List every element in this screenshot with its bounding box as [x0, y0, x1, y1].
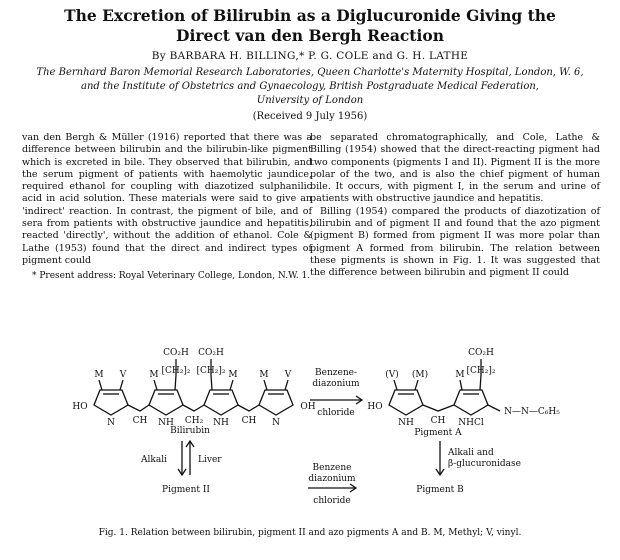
pigment-ii-label: Pigment II [162, 485, 210, 495]
oh-label: OH [300, 402, 316, 412]
right-paragraph-2: Billing (1954) compared the products of diazotization of bilirubin and of pigment II and found that the azo pigment (pigment B) formed from pigment II was more polar than pigment A formed from bilirubin. The relation between these pigments is shown in Fig. 1. It was suggested that the difference between bilirubin and pigment II could [310, 205, 600, 279]
methyl-paren-label: (M) [411, 370, 429, 380]
affiliation-line-3: University of London [256, 95, 364, 106]
ring1-vinyl: V [119, 370, 127, 380]
azo-label: N—N—C₆H₅ [504, 407, 560, 417]
paper-title [0, 6, 620, 46]
pigment-a-label: Pigment A [414, 428, 462, 438]
benzene-label: Benzene [312, 463, 352, 473]
bridge2-ch2: CH₂ [184, 416, 204, 426]
ring2-methyl: M [149, 370, 159, 380]
right-paragraph-1: be separated chromatographically, and Cole, Lathe & Billing (1954) showed that the direct-reacting pigment had two components (pigments I and II). Pigment II is the more polar of the two, and is also the chief pigment of human bile. It occurs, with pigment I, in the serum and urine of patients with obstructive jaundice and hepatitis. [310, 132, 600, 205]
pigment-b-label: Pigment B [416, 485, 464, 495]
co2h-label-2: CO₂H [198, 348, 224, 358]
bridge-a-ch: CH [430, 416, 446, 426]
ring-a2-nhcl: NHCl [458, 418, 484, 428]
chloride-label-1: chloride [317, 408, 355, 418]
title-line-1: The Excretion of Bilirubin as a Diglucuronide Giving the [64, 6, 556, 25]
ch2-chain-label-2: [CH₂]₂ [196, 366, 226, 376]
ring4-vinyl: V [284, 370, 292, 380]
ho-label-a: HO [367, 402, 383, 412]
ring2-nh: NH [158, 418, 174, 428]
ring1-methyl: M [94, 370, 104, 380]
left-column [22, 132, 312, 283]
chloride-label-2: chloride [313, 496, 351, 506]
bridge3-ch: CH [241, 416, 257, 426]
ch2-chain-label-1: [CH₂]₂ [161, 366, 191, 376]
liver-label: Liver [198, 455, 222, 465]
alkali-and-label: Alkali and [448, 448, 494, 458]
beta-glucuronidase-label: β-glucuronidase [448, 459, 521, 469]
authors: By BARBARA H. BILLING,* P. G. COLE and G. H. LATHE [151, 50, 469, 62]
left-paragraph-1: van den Bergh & Müller (1916) reported that there was a difference between bilirubin and the bilirubin-like pigment which is excreted in bile. They observed that bilirubin, and the serum pigment of patients with haemolytic jaundice, required ethanol for coupling with diazotized sulphanilic acid in acid solution. These materials were said to give an 'indirect' reaction. In contrast, the pigment of bile, and of sera from patients with obstructive jaundice and hepatitis, reacted 'directly', without the addition of ethanol. Cole & Lathe (1953) found that the direct and indirect types of pigment could [22, 132, 312, 266]
figure-caption: Fig. 1. Relation between bilirubin, pigment II and azo pigments A and B. M, Methyl; V, vinyl. [98, 528, 522, 538]
ring1-n: N [107, 418, 115, 428]
bridge1-ch: CH [132, 416, 148, 426]
diazonium-label: diazonium [308, 474, 356, 484]
right-column [310, 132, 600, 280]
co2h-label-3: CO₂H [468, 348, 494, 358]
figure-1-scheme [0, 345, 620, 525]
ch2-chain-label-3: [CH₂]₂ [466, 366, 496, 376]
ring3-methyl: M [228, 370, 238, 380]
title-line-2: Direct van den Bergh Reaction [176, 26, 444, 45]
ring4-n: N [272, 418, 280, 428]
ring4-methyl: M [259, 370, 269, 380]
benzene-diazonium-label-1: Benzene- [315, 368, 357, 378]
received-date: (Received 9 July 1956) [252, 111, 368, 122]
ring-a2-methyl: M [455, 370, 465, 380]
vinyl-paren-label: (V) [385, 370, 399, 380]
affiliation [20, 66, 600, 108]
alkali-label: Alkali [141, 455, 167, 465]
ring-a1-nh: NH [398, 418, 414, 428]
affiliation-line-1: The Bernhard Baron Memorial Research Laboratories, Queen Charlotte's Maternity Hospital, London, W. 6, [36, 67, 584, 78]
bilirubin-label: Bilirubin [170, 426, 210, 436]
ho-label: HO [72, 402, 88, 412]
ring3-nh: NH [213, 418, 229, 428]
footnote: * Present address: Royal Veterinary College, London, N.W. 1. [32, 271, 311, 282]
affiliation-line-2: and the Institute of Obstetrics and Gynaecology, British Postgraduate Medical Federation, [81, 81, 539, 92]
co2h-label-1: CO₂H [163, 348, 189, 358]
benzene-diazonium-label-2: diazonium [312, 379, 360, 389]
